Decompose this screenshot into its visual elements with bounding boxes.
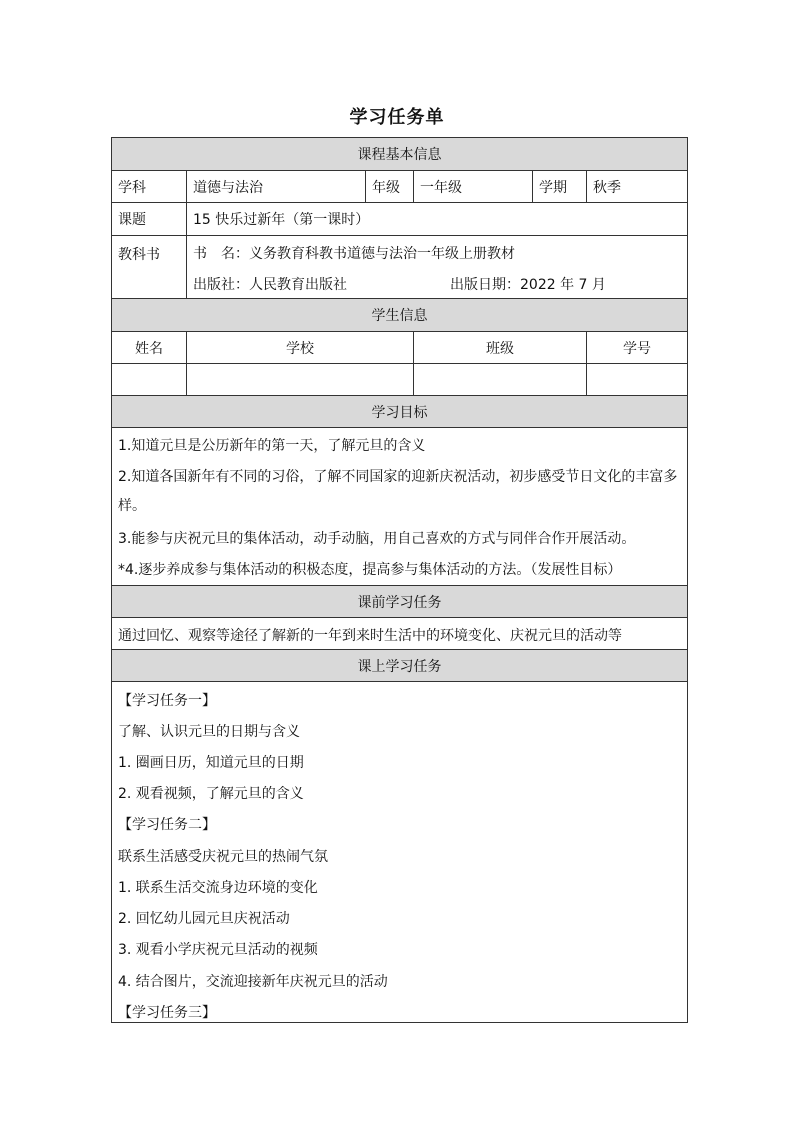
student-school-value [187, 364, 414, 395]
row-topic [112, 203, 687, 236]
textbook-publish-date: 出版日期：2022 年 7 月 [450, 277, 606, 293]
task-item: 1. 圈画日历，知道元旦的日期 [118, 755, 304, 771]
task-heading-1: 【学习任务一】 [118, 693, 216, 709]
student-class-header: 班级 [414, 332, 587, 363]
pre-class-task-text: 通过回忆、观察等途径了解新的一年到来时生活中的环境变化、庆祝元旦的活动等 [118, 628, 622, 644]
section-student-info: 学生信息 [112, 299, 687, 332]
task-item: 2. 回忆幼儿园元旦庆祝活动 [118, 911, 290, 927]
task-heading-3: 【学习任务三】 [118, 1005, 216, 1021]
student-school-header: 学校 [187, 332, 414, 363]
grade-label: 年级 [366, 171, 414, 202]
task-item: 4. 结合图片，交流迎接新年庆祝元旦的活动 [118, 974, 388, 990]
textbook-details [187, 236, 687, 298]
objective-item: 3.能参与庆祝元旦的集体活动，动手动脑，用自己喜欢的方式与同伴合作开展活动。 [118, 531, 636, 547]
textbook-name: 书 名：义务教育科教书道德与法治一年级上册教材 [193, 246, 515, 262]
row-textbook [112, 236, 687, 299]
topic-label: 课题 [112, 203, 187, 235]
student-class-value [414, 364, 587, 395]
term-value: 秋季 [593, 179, 621, 196]
subject-value: 道德与法治 [187, 171, 366, 202]
textbook-publisher: 出版社：人民教育出版社 [193, 277, 347, 293]
subject-label: 学科 [112, 171, 187, 202]
student-value-row [112, 364, 687, 396]
textbook-label: 教科书 [112, 236, 187, 298]
task-heading-2: 【学习任务二】 [118, 817, 216, 833]
task-item: 联系生活感受庆祝元旦的热闹气氛 [118, 849, 328, 865]
document-title: 学习任务单 [349, 107, 445, 128]
section-pre-class: 课前学习任务 [112, 586, 687, 618]
task-item: 1. 联系生活交流身边环境的变化 [118, 880, 318, 896]
section-course-info: 课程基本信息 [112, 138, 687, 171]
student-name-value [112, 364, 187, 395]
section-objectives: 学习目标 [112, 396, 687, 428]
student-id-header: 学号 [623, 340, 651, 357]
pre-class-body [112, 618, 687, 650]
student-name-header: 姓名 [112, 332, 187, 363]
task-item: 3. 观看小学庆祝元旦活动的视频 [118, 942, 318, 958]
section-in-class: 课上学习任务 [112, 650, 687, 682]
task-item: 2. 观看视频，了解元旦的含义 [118, 786, 304, 802]
in-class-body [112, 682, 687, 1022]
objective-item: 2.知道各国新年有不同的习俗，了解不同国家的迎新庆祝活动，初步感受节日文化的丰富多 [118, 469, 678, 485]
objective-item: 样。 [118, 498, 146, 514]
topic-value: 15 快乐过新年（第一课时） [193, 212, 370, 228]
student-id-value [587, 364, 687, 395]
row-subject-grade-term [112, 171, 687, 203]
objective-item: *4.逐步养成参与集体活动的积极态度，提高参与集体活动的方法。（发展性目标） [118, 562, 622, 578]
term-label: 学期 [533, 171, 587, 202]
task-item: 了解、认识元旦的日期与含义 [118, 724, 300, 740]
objective-item: 1.知道元旦是公历新年的第一天，了解元旦的含义 [118, 438, 426, 454]
objectives-body [112, 428, 687, 586]
grade-value: 一年级 [414, 171, 533, 202]
student-header-row [112, 332, 687, 364]
task-sheet-table [111, 137, 688, 1023]
